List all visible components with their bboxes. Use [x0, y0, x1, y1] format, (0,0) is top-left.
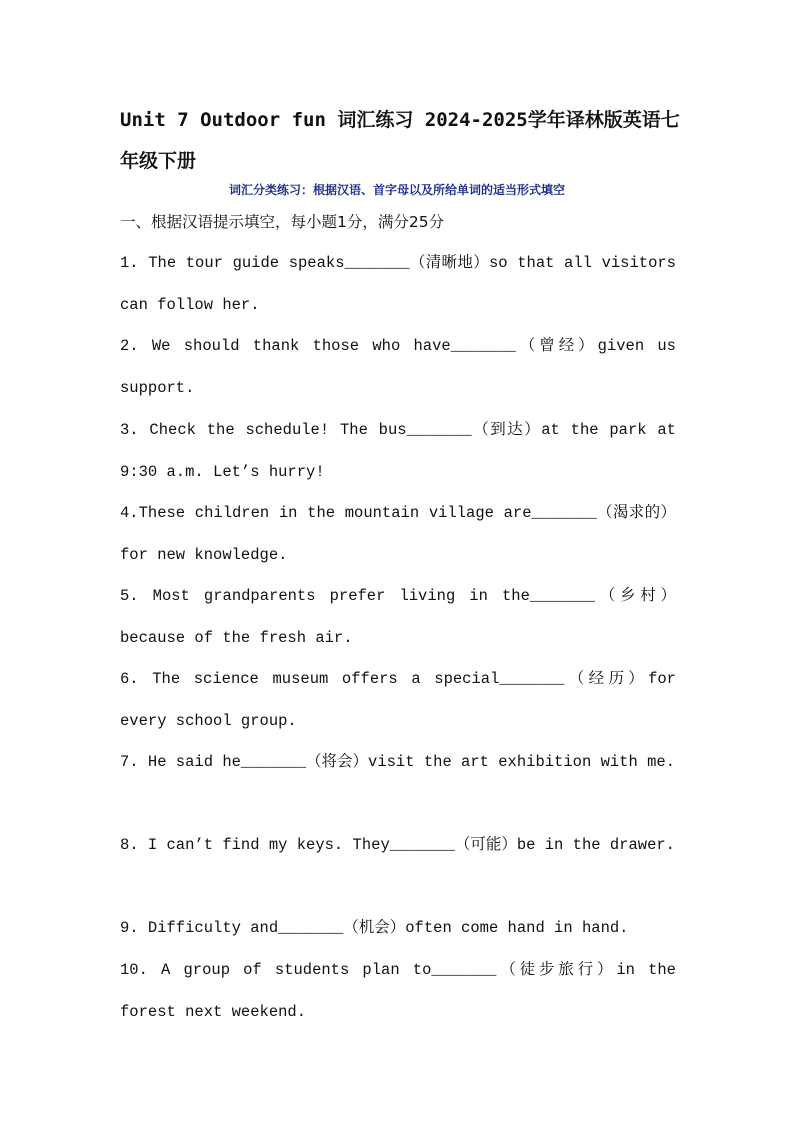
question-3: 3. Check the schedule! The bus_______（到达）at the park at 9:30 a.m. Let’s hurry!: [120, 421, 676, 481]
question-8: 8. I can’t find my keys. They_______（可能）be in the drawer.: [120, 836, 675, 854]
question-1: 1. The tour guide speaks_______（清晰地）so that all visitors can follow her.: [120, 254, 676, 314]
question-4: 4.These children in the mountain village are_______（渴求的）for new knowledge.: [120, 504, 676, 564]
document-subtitle: 词汇分类练习：根据汉语、首字母以及所给单词的适当形式填空: [228, 183, 565, 197]
question-2: 2. We should thank those who have_______（曾经）given us support.: [120, 337, 676, 397]
question-9: 9. Difficulty and_______（机会）often come hand in hand.: [120, 919, 629, 937]
question-6: 6. The science museum offers a special_______（经历）for every school group.: [120, 670, 676, 730]
question-10: 10. A group of students plan to_______（徒步旅行）in the forest next weekend.: [120, 961, 676, 1021]
question-7: 7. He said he_______（将会）visit the art exhibition with me.: [120, 753, 675, 771]
question-5: 5. Most grandparents prefer living in the_______（乡村）because of the fresh air.: [120, 587, 676, 647]
document-title: Unit 7 Outdoor fun 词汇练习 2024-2025学年译林版英语七年级下册: [120, 109, 680, 172]
section-heading: 一、根据汉语提示填空，每小题1分，满分25分: [120, 213, 445, 231]
